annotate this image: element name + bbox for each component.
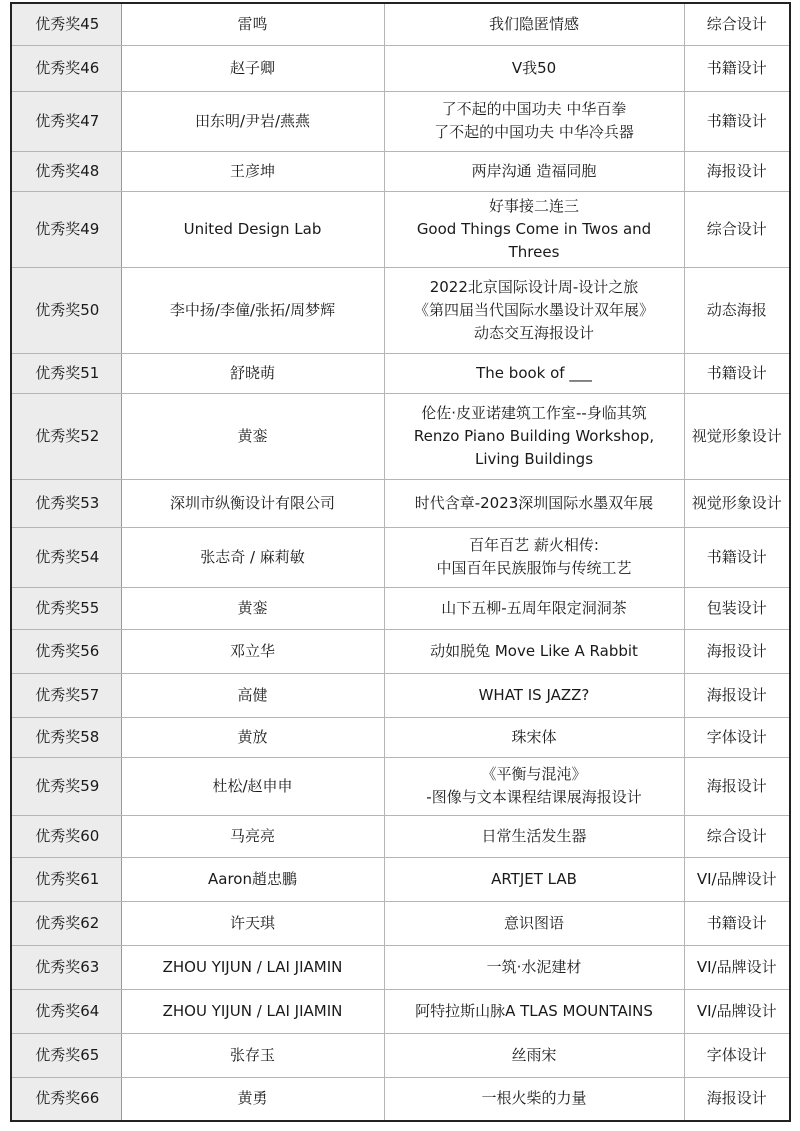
designer-cell: United Design Lab	[121, 191, 384, 267]
work-cell	[384, 151, 684, 191]
designer-cell: Aaron趙忠鵬	[121, 857, 384, 901]
category-cell: 海报设计	[684, 151, 790, 191]
work-title-line: 动态交互海报设计	[473, 323, 594, 342]
work-title-line: 山下五柳-五周年限定洞洞茶	[441, 598, 627, 617]
work-cell	[384, 91, 684, 151]
work-title-line: 意识图语	[503, 913, 564, 932]
awards-sheet	[10, 2, 789, 1119]
table-row	[11, 393, 790, 479]
designer-cell: 许天琪	[121, 901, 384, 945]
work-title-line: 时代含章-2023深圳国际水墨双年展	[414, 493, 654, 512]
award-cell: 优秀奖65	[11, 1033, 121, 1077]
award-cell: 优秀奖55	[11, 587, 121, 629]
table-row	[11, 757, 790, 815]
table-row	[11, 945, 790, 989]
work-title-line: 中国百年民族服饰与传统工艺	[436, 559, 632, 577]
work-title-line: Threes	[508, 242, 560, 261]
designer-cell: 王彦坤	[121, 151, 384, 191]
category-cell: 动态海报	[684, 267, 790, 353]
table-row	[11, 1033, 790, 1077]
work-title-line: The book of ___	[476, 363, 592, 382]
table-row	[11, 151, 790, 191]
table-row	[11, 717, 790, 757]
award-cell: 优秀奖53	[11, 479, 121, 527]
category-cell: 书籍设计	[684, 527, 790, 587]
table-row	[11, 3, 790, 45]
work-title-line: 阿特拉斯山脉A TLAS MOUNTAINS	[415, 1001, 653, 1020]
work-title-line: 了不起的中国功夫 中华百拳	[441, 100, 627, 118]
designer-cell: 邓立华	[121, 629, 384, 673]
category-cell: 海报设计	[684, 1077, 790, 1121]
award-cell: 优秀奖49	[11, 191, 121, 267]
designer-cell: ZHOU YIJUN / LAI JIAMIN	[121, 945, 384, 989]
table-row	[11, 857, 790, 901]
work-title-line: Renzo Piano Building Workshop,	[413, 426, 655, 445]
category-cell: VI/品牌设计	[684, 857, 790, 901]
category-cell: 视觉形象设计	[684, 393, 790, 479]
designer-cell: 张存玉	[121, 1033, 384, 1077]
category-cell: 包装设计	[684, 587, 790, 629]
table-row	[11, 673, 790, 717]
award-cell: 优秀奖54	[11, 527, 121, 587]
category-cell: 字体设计	[684, 1033, 790, 1077]
awards-table-body	[11, 3, 790, 1121]
category-cell: 综合设计	[684, 191, 790, 267]
table-row	[11, 479, 790, 527]
category-cell: 书籍设计	[684, 901, 790, 945]
work-title-line: 丝雨宋	[511, 1045, 557, 1064]
designer-cell: 黄銮	[121, 587, 384, 629]
work-cell	[384, 1033, 684, 1077]
designer-cell: 田东明/尹岩/燕燕	[121, 91, 384, 151]
designer-cell: 雷鸣	[121, 3, 384, 45]
work-title-line: Good Things Come in Twos and	[416, 219, 652, 238]
work-title-line: 日常生活发生器	[481, 826, 587, 845]
table-row	[11, 45, 790, 91]
work-title-line: 一筑·水泥建材	[486, 957, 582, 976]
work-cell	[384, 757, 684, 815]
designer-cell: 舒晓萌	[121, 353, 384, 393]
category-cell: 视觉形象设计	[684, 479, 790, 527]
designer-cell: ZHOU YIJUN / LAI JIAMIN	[121, 989, 384, 1033]
table-row	[11, 91, 790, 151]
category-cell: 综合设计	[684, 3, 790, 45]
table-row	[11, 1077, 790, 1121]
work-title-line: 了不起的中国功夫 中华冷兵器	[434, 123, 634, 141]
work-title-line: 两岸沟通 造福同胞	[471, 161, 597, 180]
award-cell: 优秀奖58	[11, 717, 121, 757]
work-title-line: 《第四届当代国际水墨设计双年展》	[413, 300, 654, 319]
work-cell	[384, 527, 684, 587]
work-title-line: Living Buildings	[474, 449, 594, 468]
work-title-line: ARTJET LAB	[491, 869, 577, 888]
work-cell	[384, 45, 684, 91]
award-cell: 优秀奖59	[11, 757, 121, 815]
table-row	[11, 901, 790, 945]
work-title-line: 百年百艺 薪火相传:	[469, 536, 599, 554]
table-row	[11, 527, 790, 587]
work-title-line: 动如脱兔 Move Like A Rabbit	[430, 641, 638, 660]
work-title-line: V我50	[511, 58, 557, 77]
work-title-line: WHAT IS JAZZ?	[478, 685, 590, 704]
designer-cell: 黄銮	[121, 393, 384, 479]
designer-cell: 黄放	[121, 717, 384, 757]
work-title-line: 一根火柴的力量	[481, 1089, 587, 1108]
table-row	[11, 989, 790, 1033]
designer-cell: 高健	[121, 673, 384, 717]
category-cell: 综合设计	[684, 815, 790, 857]
work-cell	[384, 629, 684, 673]
award-cell: 优秀奖61	[11, 857, 121, 901]
work-cell	[384, 479, 684, 527]
work-title-line: 我们隐匿情感	[488, 14, 579, 33]
work-title-line: 伦佐·皮亚诺建筑工作室--身临其筑	[421, 403, 647, 422]
award-cell: 优秀奖64	[11, 989, 121, 1033]
award-cell: 优秀奖50	[11, 267, 121, 353]
work-cell	[384, 717, 684, 757]
work-cell	[384, 857, 684, 901]
work-cell	[384, 267, 684, 353]
work-cell	[384, 1077, 684, 1121]
category-cell: 海报设计	[684, 673, 790, 717]
award-cell: 优秀奖57	[11, 673, 121, 717]
award-cell: 优秀奖62	[11, 901, 121, 945]
award-cell: 优秀奖45	[11, 3, 121, 45]
designer-cell: 深圳市纵衡设计有限公司	[121, 479, 384, 527]
designer-cell: 杜松/赵申申	[121, 757, 384, 815]
work-cell	[384, 815, 684, 857]
designer-cell: 黄勇	[121, 1077, 384, 1121]
work-cell	[384, 393, 684, 479]
work-cell	[384, 945, 684, 989]
award-cell: 优秀奖60	[11, 815, 121, 857]
designer-cell: 张志奇 / 麻莉敏	[121, 527, 384, 587]
work-cell	[384, 587, 684, 629]
category-cell: 海报设计	[684, 629, 790, 673]
category-cell: 书籍设计	[684, 45, 790, 91]
category-cell: 字体设计	[684, 717, 790, 757]
work-cell	[384, 3, 684, 45]
table-row	[11, 629, 790, 673]
table-row	[11, 587, 790, 629]
table-row	[11, 353, 790, 393]
award-cell: 优秀奖48	[11, 151, 121, 191]
category-cell: VI/品牌设计	[684, 989, 790, 1033]
work-cell	[384, 673, 684, 717]
category-cell: 海报设计	[684, 757, 790, 815]
table-row	[11, 815, 790, 857]
work-title-line: 好事接二连三	[488, 196, 579, 215]
award-cell: 优秀奖52	[11, 393, 121, 479]
work-cell	[384, 191, 684, 267]
table-row	[11, 267, 790, 353]
work-cell	[384, 901, 684, 945]
work-cell	[384, 353, 684, 393]
awards-table	[10, 2, 791, 1122]
category-cell: 书籍设计	[684, 91, 790, 151]
work-title-line: -图像与文本课程结课展海报设计	[426, 788, 642, 806]
work-title-line: 2022北京国际设计周-设计之旅	[429, 277, 639, 296]
designer-cell: 马亮亮	[121, 815, 384, 857]
award-cell: 优秀奖66	[11, 1077, 121, 1121]
category-cell: VI/品牌设计	[684, 945, 790, 989]
award-cell: 优秀奖56	[11, 629, 121, 673]
award-cell: 优秀奖46	[11, 45, 121, 91]
work-title-line: 《平衡与混沌》	[481, 765, 587, 783]
award-cell: 优秀奖51	[11, 353, 121, 393]
table-row	[11, 191, 790, 267]
work-cell	[384, 989, 684, 1033]
designer-cell: 赵子卿	[121, 45, 384, 91]
designer-cell: 李中扬/李僮/张拓/周梦辉	[121, 267, 384, 353]
award-cell: 优秀奖63	[11, 945, 121, 989]
work-title-line: 珠宋体	[511, 727, 557, 746]
award-cell: 优秀奖47	[11, 91, 121, 151]
category-cell: 书籍设计	[684, 353, 790, 393]
